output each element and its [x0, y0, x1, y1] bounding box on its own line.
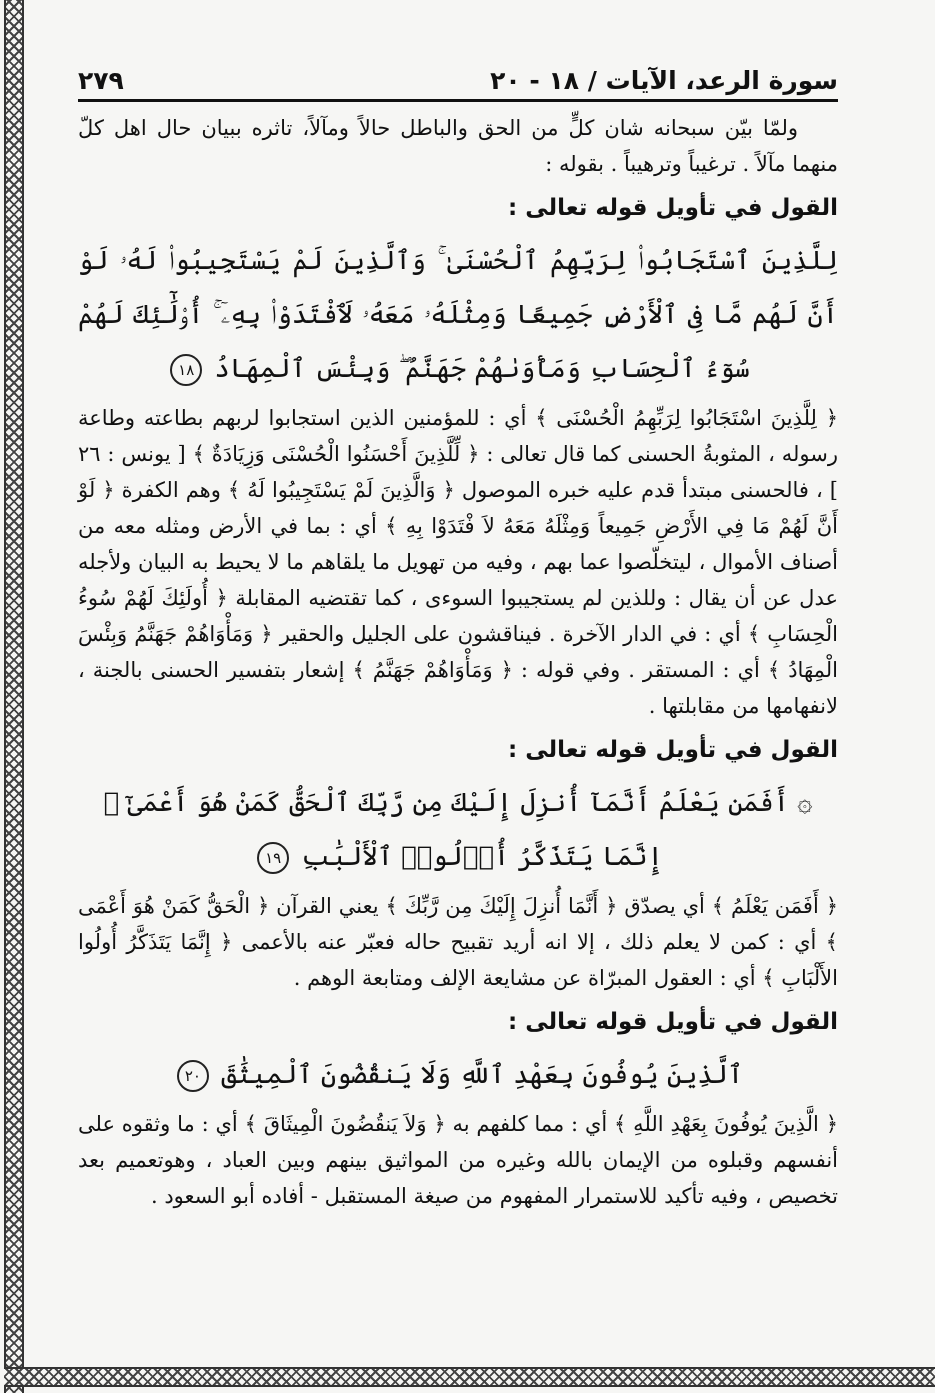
- ornamental-border-bottom: [4, 1367, 935, 1387]
- verse-text: ۞ أَفَمَن يَعْلَمُ أَنَّمَآ أُنزِلَ إِلَيْكَ مِن رَّبِّكَ ٱلْحَقُّ كَمَنْ هُوَ أَعْمَىٰٓ ۚ إِنَّمَا يَتَذَكَّرُ أُو۟لُوا۟ ٱلْأَلْبَٰبِ: [103, 788, 813, 872]
- quran-verse: [78, 234, 838, 396]
- verse-number-marker: ١٨: [170, 354, 202, 386]
- verse-number-marker: ٢٠: [177, 1060, 209, 1092]
- running-header: [78, 58, 838, 102]
- commentary-paragraph: ﴿ أَفَمَن يَعْلَمُ ﴾ أي يصدّق ﴿ أَنَّمَا أُنزِلَ إِلَيْكَ مِن رَّبِّكَ ﴾ يعني القرآن ﴿ الْحَقُّ كَمَنْ هُوَ أَعْمَى ﴾ أي : كمن لا يعلم ذلك ، إلا انه أريد تقبيح حاله فعبّر عنه بالأعمى ﴿ إِنَّمَا يَتَذَكَّرُ أُولُوا الأَلْبَابِ ﴾ أي : العقول المبرّاة عن مشايعة الإلف ومتابعة الوهم .: [78, 894, 838, 990]
- verse-number-marker: ١٩: [257, 842, 289, 874]
- verse-text: لِلَّذِينَ ٱسْتَجَابُوا۟ لِرَبِّهِمُ ٱلْحُسْنَىٰ ۚ وَٱلَّذِينَ لَمْ يَسْتَجِيبُوا۟ لَهُۥ لَوْ أَنَّ لَهُم مَّا فِى ٱلْأَرْضِ جَمِيعًا وَمِثْلَهُۥ مَعَهُۥ لَٱفْتَدَوْا۟ بِهِۦٓ ۚ أُو۟لَٰٓئِكَ لَهُمْ سُوٓءُ ٱلْحِسَابِ وَمَأْوَىٰهُمْ جَهَنَّمُ ۖ وَبِئْسَ ٱلْمِهَادُ: [78, 246, 838, 384]
- verse-text: ٱلَّذِينَ يُوفُونَ بِعَهْدِ ٱللَّهِ وَلَا يَنقُضُونَ ٱلْمِيثَٰقَ: [221, 1060, 744, 1090]
- quran-verse: [78, 1048, 838, 1102]
- section-heading: القول في تأويل قوله تعالى :: [508, 195, 838, 221]
- commentary-paragraph: ﴿ لِلَّذِينَ اسْتَجَابُوا لِرَبِّهِمُ الْحُسْنَى ﴾ أي : للمؤمنين الذين استجابوا لربهم بطاعته وطاعة رسوله ، المثوبةُ الحسنى كما قال تعالى : ﴿ لِّلَّذِينَ أَحْسَنُوا الْحُسْنَى وَزِيَادَةٌ ﴾ [ يونس : ٢٦ ] ، فالحسنى مبتدأ قدم عليه خبره الموصول ﴿ وَالَّذِينَ لَمْ يَسْتَجِيبُوا لَهُ ﴾ وهم الكفرة ﴿ لَوْ أَنَّ لَهُمْ مَا فِي الأَرْضِ جَمِيعاً وَمِثْلَهُ مَعَهُ لاَ فْتَدَوْا بِهِ ﴾ أي : بما في الأرض ومثله معه من أصناف الأموال ، ليتخلّصوا عما بهم ، وفيه من تهويل ما يلقاهم ما لا يحيط به البيان ولأجله عدل عن أن يقال : وللذين لم يستجيبوا السوءى ، كما تقتضيه المقابلة ﴿ أُولَئِكَ لَهُمْ سُوءُ الْحِسَابِ ﴾ أي : في الدار الآخرة . فيناقشون على الجليل والحقير ﴿ وَمَأْوَاهُمْ جَهَنَّمُ وَبِئْسَ الْمِهَادُ ﴾ أي : المستقر . وفي قوله : ﴿ وَمَأْوَاهُمْ جَهَنَّمُ ﴾ إشعار بتفسير الحسنى بالجنة ، لانفهامها من مقابلتها .: [78, 406, 838, 718]
- section-heading: القول في تأويل قوله تعالى :: [508, 1009, 838, 1035]
- page-content: [78, 58, 838, 1214]
- page-number: ٢٧٩: [78, 66, 124, 95]
- intro-paragraph: ولمّا بيّن سبحانه شان كلٍّ من الحق والباطل حالاً ومآلاً، تاثره ببيان حال اهل كلّ منهما مآلاً . ترغيباً وترهيباً . بقوله :: [78, 116, 838, 176]
- ornamental-border-left: [4, 0, 24, 1393]
- surah-title: سورة الرعد، الآيات / ١٨ - ٢٠: [490, 66, 838, 95]
- quran-verse: [78, 776, 838, 884]
- commentary-paragraph: ﴿ الَّذِينَ يُوفُونَ بِعَهْدِ اللَّهِ ﴾ أي : مما كلفهم به ﴿ وَلاَ يَنقُضُونَ الْمِيثَاقَ ﴾ أي : ما وثقوه على أنفسهم وقبلوه من الإيمان بالله وغيره من المواثيق بينهم وبين العباد ، وهوتعميم بعد تخصيص ، وفيه تأكيد للاستمرار المفهوم من صيغة المستقبل - أفاده أبو السعود .: [78, 1112, 838, 1208]
- section-heading: القول في تأويل قوله تعالى :: [508, 737, 838, 763]
